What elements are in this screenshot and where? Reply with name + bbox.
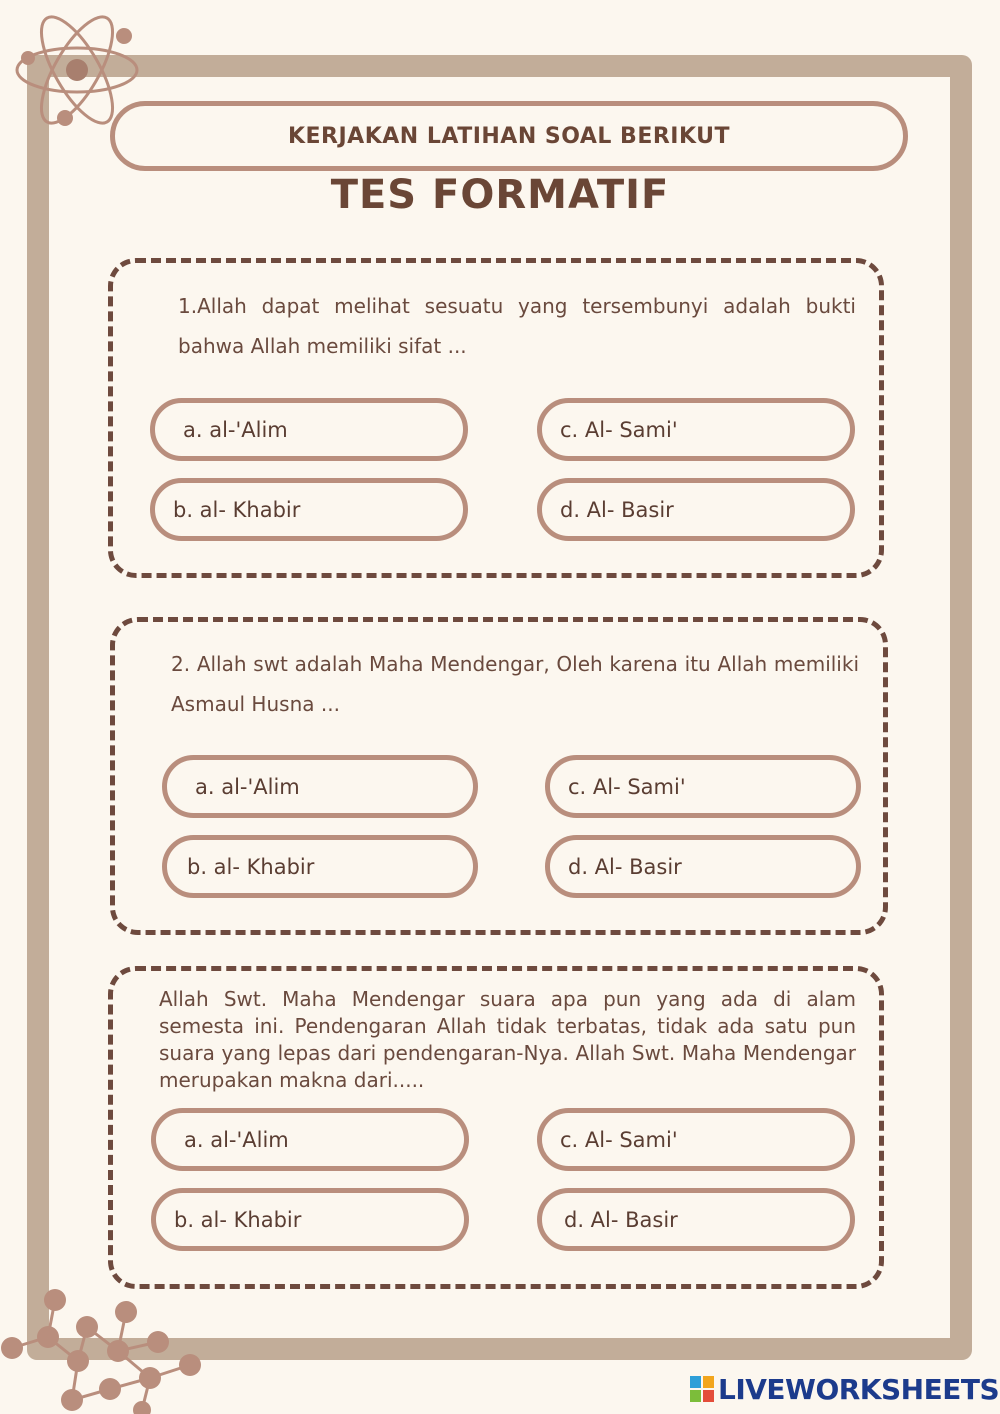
header-pill bbox=[110, 101, 908, 171]
question-1-text: 1.Allah dapat melihat sesuatu yang tersembunyi adalah bukti bahwa Allah memiliki sifat ... bbox=[178, 294, 856, 358]
molecule-icon bbox=[0, 1285, 210, 1414]
option-label: d. Al- Basir bbox=[564, 1207, 678, 1232]
question-3-option-b[interactable] bbox=[151, 1188, 469, 1251]
header-label: KERJAKAN LATIHAN SOAL BERIKUT bbox=[287, 123, 731, 149]
question-3-option-c[interactable] bbox=[537, 1108, 855, 1171]
option-label: d. Al- Basir bbox=[568, 854, 682, 879]
question-3-text: Allah Swt. Maha Mendengar suara apa pun yang ada di alam semesta ini. Pendengaran Allah tidak terbatas, tidak ada satu pun suara yang lepas dari pendengaran-Nya. Allah Swt. Maha Mendengar merupakan makna dari..... bbox=[159, 987, 856, 1092]
question-1-option-d[interactable] bbox=[537, 478, 855, 541]
liveworksheets-logo-icon bbox=[690, 1376, 714, 1402]
option-label: b. al- Khabir bbox=[187, 854, 315, 879]
question-1-option-b[interactable] bbox=[150, 478, 468, 541]
question-2-option-b[interactable] bbox=[162, 835, 478, 898]
question-1-option-c[interactable] bbox=[537, 398, 855, 461]
option-label: a. al-'Alim bbox=[195, 774, 300, 799]
question-1-option-a[interactable] bbox=[150, 398, 468, 461]
option-label: c. Al- Sami' bbox=[568, 774, 686, 799]
question-2-option-a[interactable] bbox=[162, 755, 478, 818]
page-title: TES FORMATIF bbox=[330, 172, 670, 218]
question-2-option-d[interactable] bbox=[545, 835, 861, 898]
brand-text: LIVEWORKSHEETS bbox=[718, 1372, 1000, 1406]
option-label: d. Al- Basir bbox=[560, 497, 674, 522]
option-label: c. Al- Sami' bbox=[560, 1127, 678, 1152]
option-label: b. al- Khabir bbox=[173, 497, 301, 522]
question-3-option-a[interactable] bbox=[151, 1108, 469, 1171]
option-label: c. Al- Sami' bbox=[560, 417, 678, 442]
question-2-text: 2. Allah swt adalah Maha Mendengar, Oleh karena itu Allah memiliki Asmaul Husna ... bbox=[171, 652, 859, 716]
liveworksheets-brand[interactable] bbox=[690, 1372, 999, 1406]
question-2-option-c[interactable] bbox=[545, 755, 861, 818]
option-label: a. al-'Alim bbox=[184, 1127, 289, 1152]
question-3-option-d[interactable] bbox=[537, 1188, 855, 1251]
option-label: a. al-'Alim bbox=[183, 417, 288, 442]
option-label: b. al- Khabir bbox=[174, 1207, 302, 1232]
